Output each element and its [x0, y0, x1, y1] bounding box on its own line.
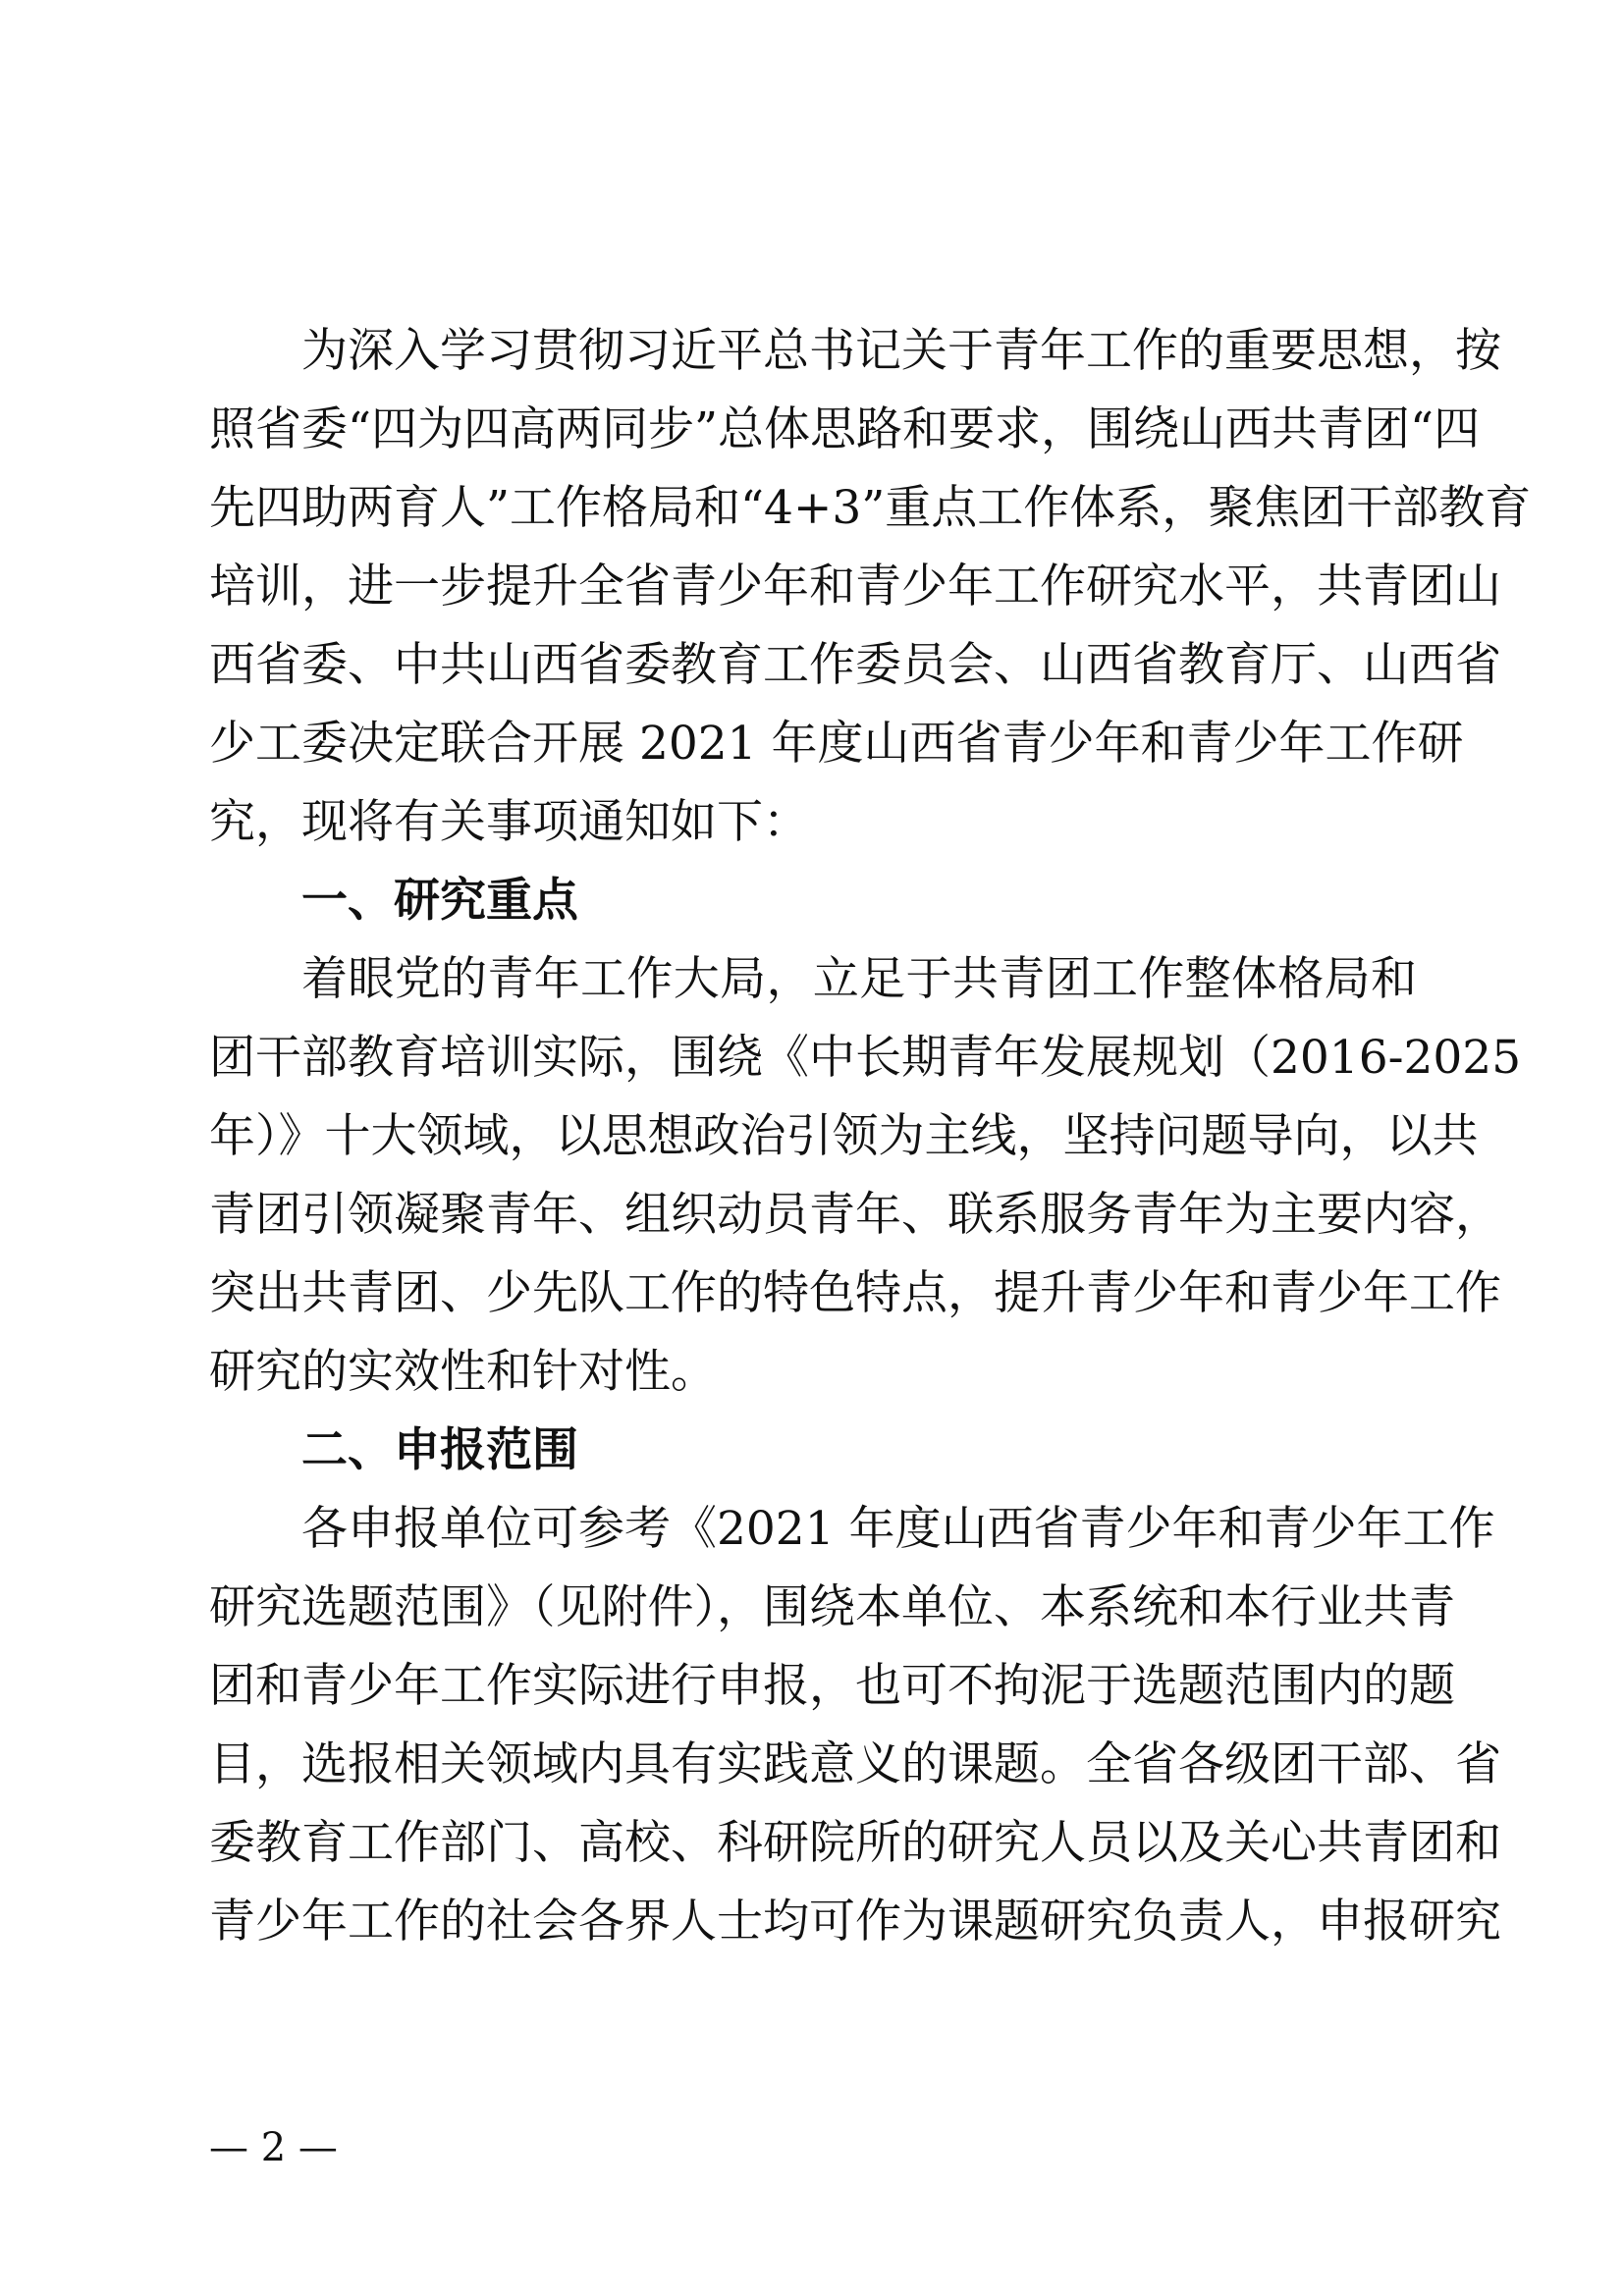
- paragraph-line: 培训，进一步提升全省青少年和青少年工作研究水平，共青团山: [209, 560, 1501, 614]
- paragraph-line: 青团引领凝聚青年、组织动员青年、联系服务青年为主要内容，: [209, 1188, 1501, 1242]
- page-number: — 2 —: [209, 2125, 338, 2170]
- paragraph-line: 少工委决定联合开展 2021 年度山西省青少年和青少年工作研: [209, 717, 1464, 771]
- section-heading-application-scope: 二、申报范围: [301, 1423, 578, 1477]
- paragraph-line: 西省委、中共山西省委教育工作委员会、山西省教育厅、山西省: [209, 638, 1501, 692]
- paragraph-line: 年）》十大领域，以思想政治引领为主线，坚持问题导向，以共: [209, 1109, 1479, 1163]
- paragraph-line: 先四助两育人”工作格局和“4+3”重点工作体系，聚焦团干部教育: [209, 481, 1532, 535]
- paragraph-line: 研究的实效性和针对性。: [209, 1345, 717, 1399]
- paragraph-line: 研究选题范围》（见附件），围绕本单位、本系统和本行业共青: [209, 1580, 1455, 1634]
- paragraph-line: 委教育工作部门、高校、科研院所的研究人员以及关心共青团和: [209, 1816, 1501, 1870]
- paragraph-line: 究，现将有关事项通知如下：: [209, 795, 809, 849]
- paragraph-line: 青少年工作的社会各界人士均可作为课题研究负责人，申报研究: [209, 1895, 1501, 1949]
- paragraph-line: 团干部教育培训实际，围绕《中长期青年发展规划（2016-2025: [209, 1031, 1522, 1085]
- paragraph-line: 照省委“四为四高两同步”总体思路和要求，围绕山西共青团“四: [209, 402, 1481, 456]
- paragraph-line: 突出共青团、少先队工作的特色特点，提升青少年和青少年工作: [209, 1266, 1501, 1320]
- paragraph-line: 各申报单位可参考《2021 年度山西省青少年和青少年工作: [301, 1502, 1495, 1556]
- paragraph-line: 着眼党的青年工作大局，立足于共青团工作整体格局和: [301, 952, 1417, 1006]
- paragraph-line: 团和青少年工作实际进行申报，也可不拘泥于选题范围内的题: [209, 1659, 1455, 1713]
- paragraph-line: 目，选报相关领域内具有实践意义的课题。全省各级团干部、省: [209, 1737, 1501, 1791]
- section-heading-research-focus: 一、研究重点: [301, 874, 578, 928]
- paragraph-line: 为深入学习贯彻习近平总书记关于青年工作的重要思想，按: [301, 324, 1501, 378]
